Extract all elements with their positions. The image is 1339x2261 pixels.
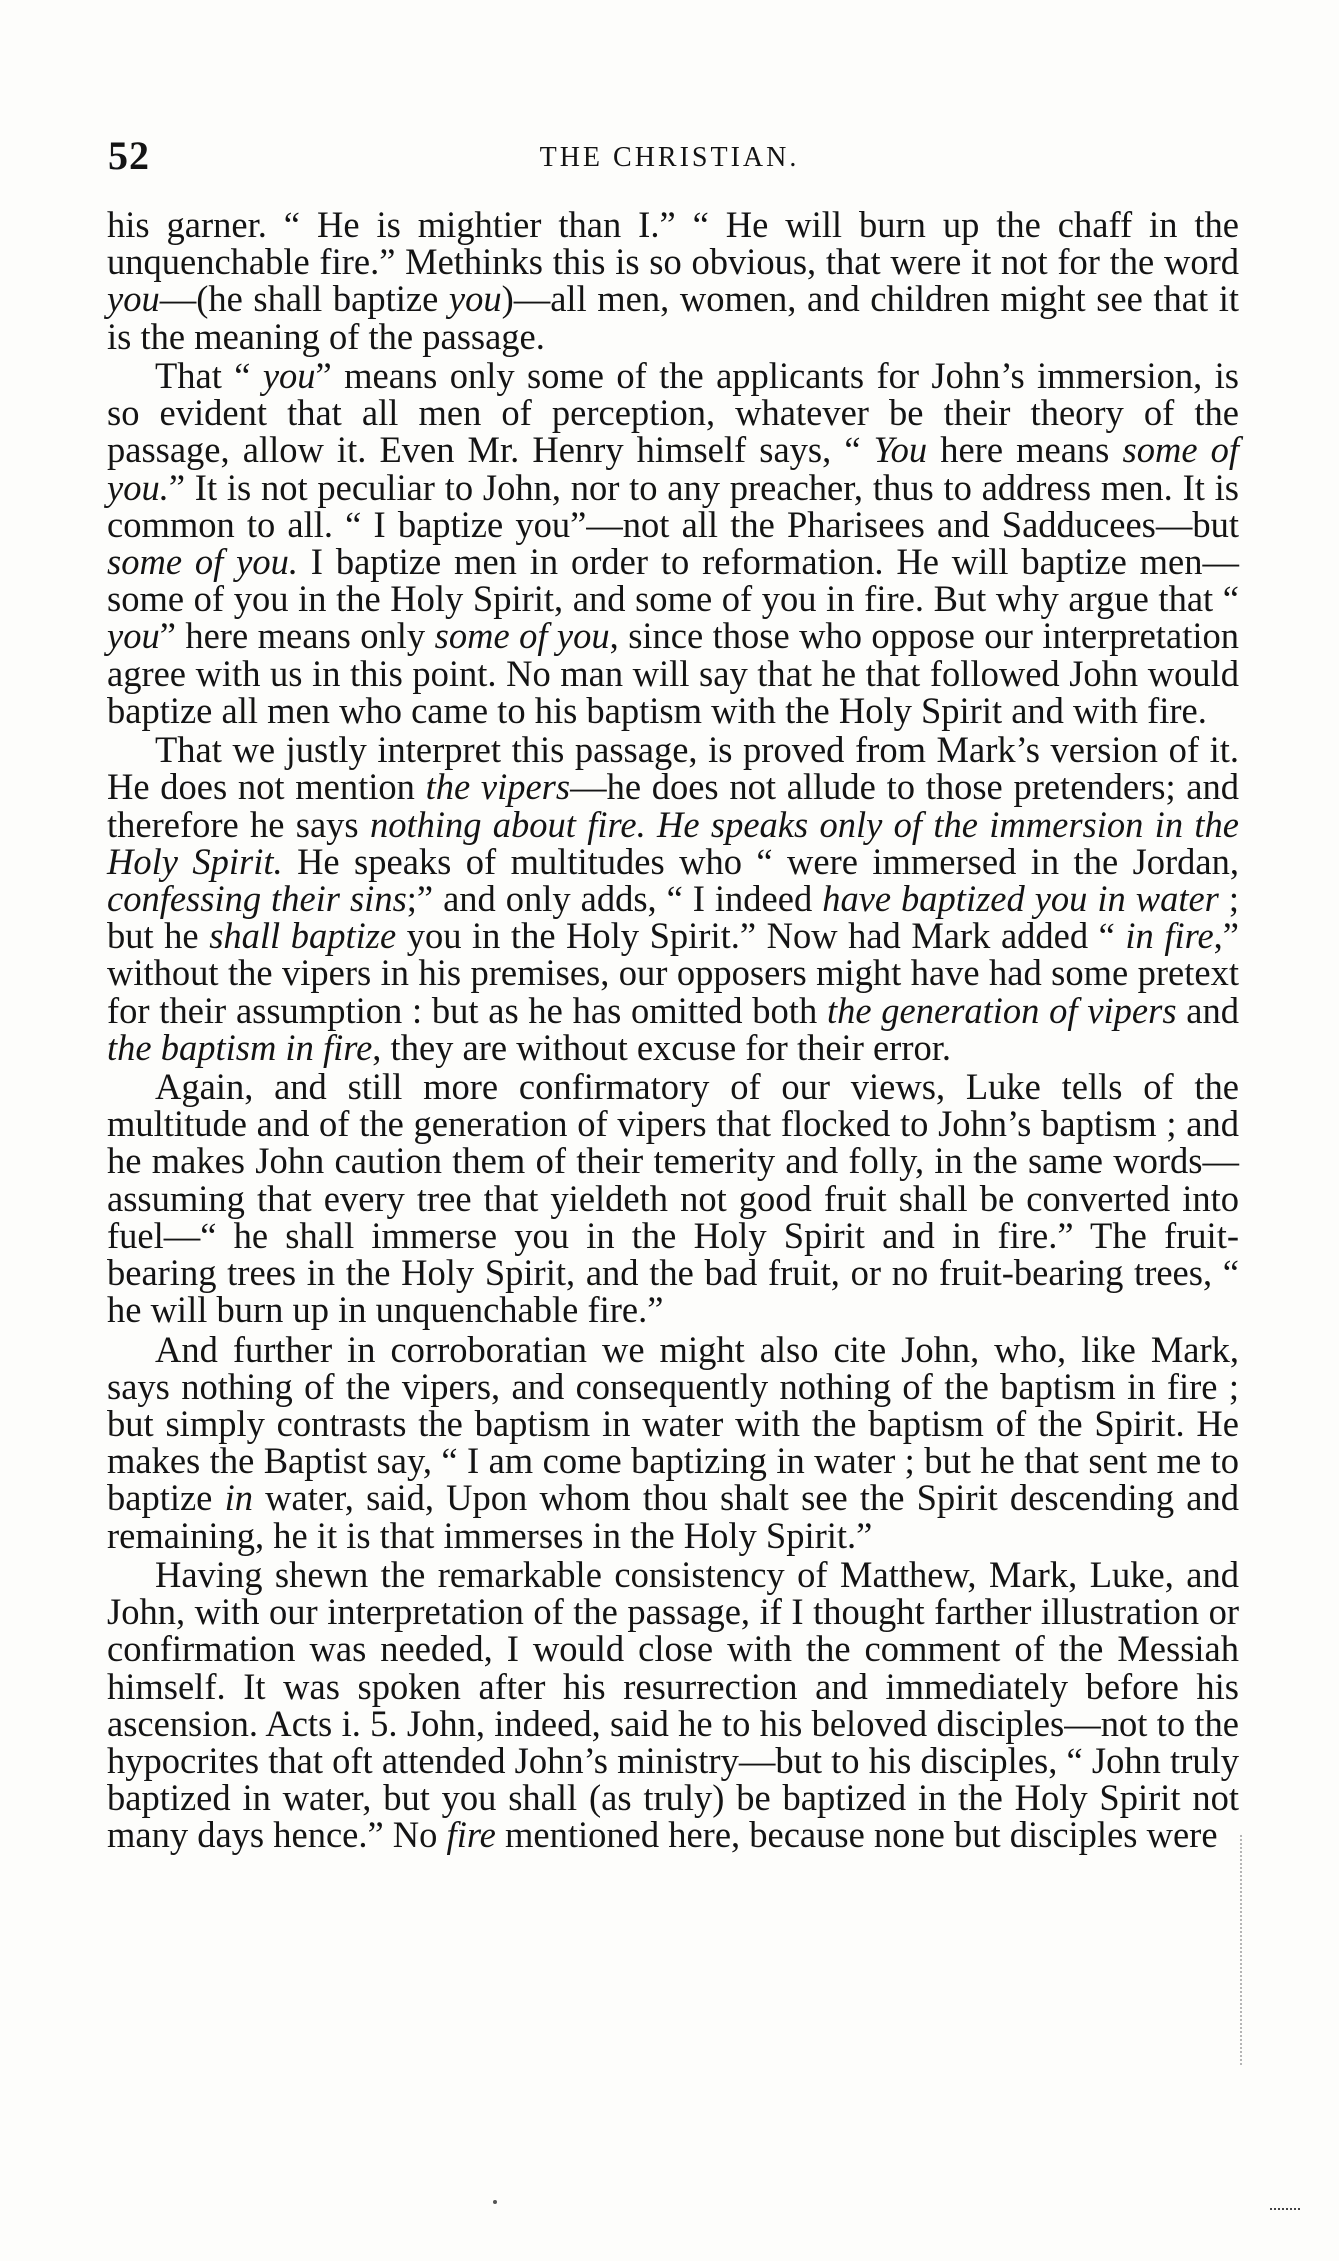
page-number: 52: [108, 133, 150, 178]
italic-run: in: [224, 1477, 253, 1519]
text-run: —(he shall baptize: [159, 278, 449, 320]
text-run: ” It is not peculiar to John, nor to any preacher, thus to address men. It is common to all. “ I baptize you”—not all the Pharisees and Sadducees—but: [107, 466, 1239, 545]
text-run: you in the Holy Spirit.” Now had Mark added “: [396, 915, 1126, 957]
text-run: I baptize men in order to reformation. He will baptize men—some of you in the Holy Spirit, and some of you in fire. But why argue that “: [107, 540, 1240, 620]
text-run: ;” and only adds, “ I indeed: [406, 877, 823, 919]
text-run: That we justly interpret this passage, is proved from Mark’s version of it. He does not mention: [107, 729, 1239, 808]
paragraph: [107, 1553, 1239, 1856]
paragraph: [107, 1328, 1240, 1556]
text-run: And further in corroboratian we might also cite John, who, like Mark, says nothing of the vipers, and consequently nothing of the baptism in fire ; but simply contrasts the baptism in water with the baptism of the Spirit. He makes the Baptist say, “ I am come baptizing in water ; but he that sent me to baptize: [107, 1328, 1239, 1519]
italic-run: nothing about fire. He speaks only of the immersion in the Holy Spirit.: [107, 803, 1239, 882]
italic-run: fire: [446, 1814, 496, 1856]
corner-mark: [1270, 2208, 1300, 2220]
italic-run: confessing their sins: [107, 877, 407, 919]
text-run: )—all men, women, and children might see that it is the meaning of the passage.: [107, 278, 1239, 357]
text-run: Again, and still more confirmatory of our views, Luke tells of the multitude and of the generation of vipers that flocked to John’s baptism ; and he makes John caution them of their temerity and folly, in the same words—assuming that every tree that yieldeth not good fruit shall be converted into fuel—“ he shall immerse you in the Holy Spirit and in fire.” The fruit-bearing trees in the Holy Spirit, and the bad fruit, or no fruit-bearing trees, “ he will burn up in unquenchable fire.”: [107, 1066, 1239, 1331]
body-text: [107, 206, 1239, 1856]
italic-run: some of you.: [107, 429, 1240, 508]
text-run: ” here means only: [159, 615, 435, 657]
italic-run: in fire: [1125, 915, 1214, 957]
italic-run: you: [448, 278, 502, 320]
text-run: ” means only some of the applicants for John’s immersion, is so evident that all men of perception, whatever be their theory of the passage, allow it. Even Mr. Henry himself says, “: [107, 354, 1239, 471]
text-run: ,” without the vipers in his premises, our opposers might have had some pretext for their assumption : but as he has omitted both: [107, 915, 1239, 1031]
italic-run: shall baptize: [209, 915, 397, 957]
italic-run: the generation of vipers: [826, 989, 1177, 1031]
margin-dots: [1240, 1835, 1246, 2065]
italic-run: you: [107, 278, 160, 320]
italic-run: some of you.: [107, 540, 298, 582]
text-run: He speaks of multitudes who “ were immersed in the Jordan,: [282, 840, 1240, 882]
italic-run: You: [873, 429, 928, 471]
italic-run: you: [262, 354, 316, 396]
paragraph: [107, 354, 1240, 731]
text-run: That “: [155, 354, 263, 396]
page-header: [0, 132, 1339, 182]
text-run: and: [1176, 989, 1239, 1031]
text-run: water, said, Upon whom thou shalt see the Spirit descending and remaining, he it is that immerses in the Holy Spirit.”: [107, 1477, 1240, 1556]
paragraph: [107, 206, 1239, 355]
text-run: , since those who oppose our interpretation agree with us in this point. No man will say that he that followed John would baptize all men who came to his baptism with the Holy Spirit and with fire.: [107, 615, 1239, 731]
text-run: —he does not allude to those pretenders; and therefore he says: [107, 766, 1239, 845]
italic-run: some of you: [434, 615, 610, 657]
italic-run: you: [107, 615, 160, 657]
speck: [493, 2200, 497, 2204]
text-run: mentioned here, because none but disciples were: [495, 1814, 1218, 1856]
italic-run: the vipers: [425, 766, 571, 808]
text-run: , they are without excuse for their error.: [372, 1026, 952, 1068]
running-title: THE CHRISTIAN.: [539, 142, 800, 173]
italic-run: the baptism in fire: [107, 1026, 373, 1068]
text-run: here means: [927, 429, 1123, 471]
text-run: ; but he: [107, 877, 1240, 957]
paragraph: [107, 1068, 1239, 1329]
italic-run: have baptized you in water: [822, 877, 1219, 919]
paragraph: [107, 731, 1239, 1066]
text-run: his garner. “ He is mightier than I.” “ He will burn up the chaff in the unquenchable fire.” Methinks this is so obvious, that were it not for the word: [107, 204, 1239, 283]
text-run: Having shewn the remarkable consistency of Matthew, Mark, Luke, and John, with our interpretation of the passage, if I thought farther illustration or confirmation was needed, I would close with the comment of the Messiah himself. It was spoken after his resurrection and immediately before his ascension. Acts i. 5. John, indeed, said he to his beloved disciples—not to the hypocrites that oft attended John’s ministry—but to his disciples, “ John truly baptized in water, but you shall (as truly) be baptized in the Holy Spirit not many days hence.” No: [107, 1553, 1239, 1856]
